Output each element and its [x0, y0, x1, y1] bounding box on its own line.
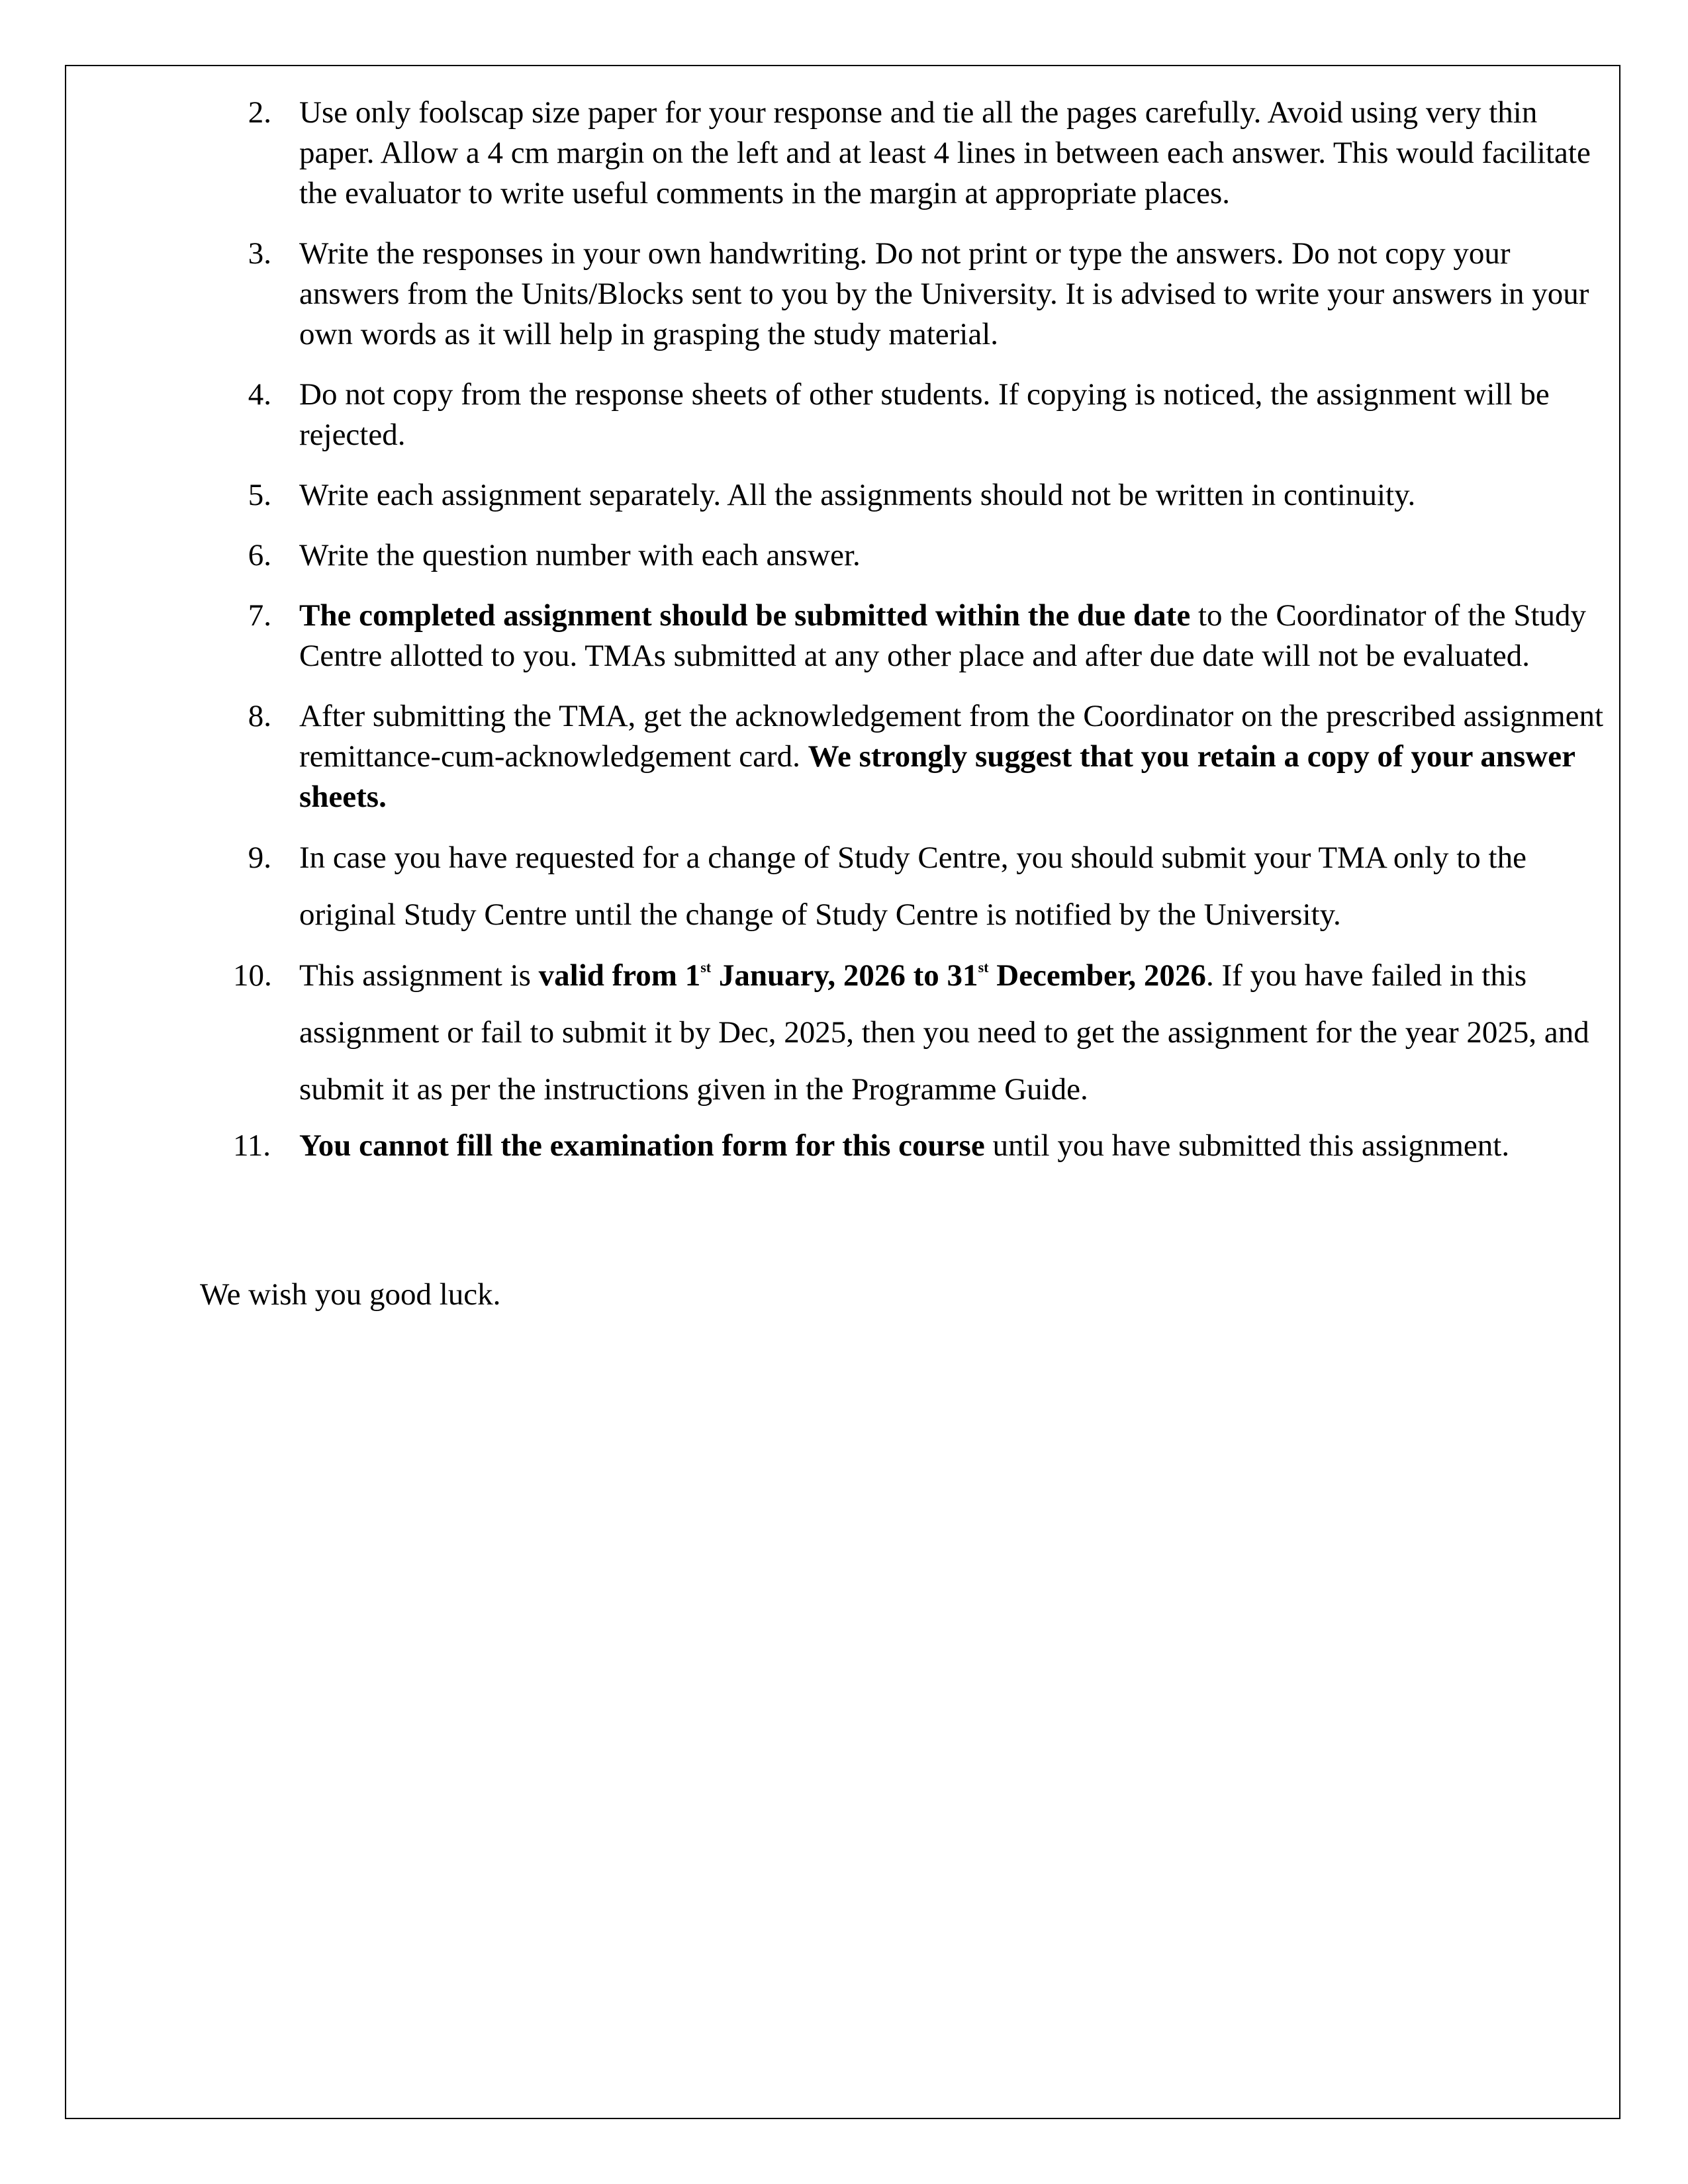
item-number: 10.	[233, 958, 272, 993]
ordinal-suffix: st	[978, 959, 989, 976]
item-text: In case you have requested for a change of Study Centre, you should submit your TMA only to the original Study Centre until the change of Study Centre is notified by the University.	[299, 841, 1526, 932]
list-item	[245, 375, 1609, 455]
item-number: 9.	[248, 841, 271, 875]
item-bold-text: valid from 1	[538, 958, 701, 993]
list-item	[245, 535, 1609, 576]
item-text: Write the responses in your own handwriting. Do not print or type the answers. Do not copy your answers from the Units/Blocks sent to you by the University. It is advised to write your answers in your own words as it will help in grasping the study material.	[299, 236, 1589, 351]
item-number: 7.	[248, 598, 271, 633]
item-bold-text: January, 2026 to 31	[711, 958, 978, 993]
list-item	[245, 234, 1609, 355]
list-item	[245, 596, 1609, 676]
closing-note: We wish you good luck.	[200, 1277, 501, 1312]
item-number: 6.	[248, 538, 271, 572]
item-bold-text: The completed assignment should be submitted within the due date	[299, 598, 1191, 633]
item-text: Write the question number with each answer.	[299, 538, 861, 572]
ordinal-suffix: st	[700, 959, 712, 976]
instruction-list	[233, 93, 1609, 1186]
item-text: until you have submitted this assignment.	[984, 1128, 1510, 1163]
item-number: 11.	[233, 1128, 271, 1163]
list-item	[245, 93, 1609, 214]
item-number: 3.	[248, 236, 271, 271]
item-text: to the Coordinator of the Study Centre allotted to you. TMAs submitted at any other place and after due date will not be evaluated.	[299, 598, 1587, 673]
item-bold-text: You cannot fill the examination form for this course	[299, 1128, 985, 1163]
item-number: 4.	[248, 377, 271, 412]
item-text: This assignment is	[299, 958, 539, 993]
item-number: 8.	[248, 699, 271, 733]
list-item	[245, 475, 1609, 516]
item-text: Do not copy from the response sheets of other students. If copying is noticed, the assignment will be rejected.	[299, 377, 1550, 452]
list-item	[233, 1126, 1609, 1166]
list-item	[245, 829, 1609, 943]
item-number: 5.	[248, 478, 271, 512]
item-text: Use only foolscap size paper for your response and tie all the pages carefully. Avoid using very thin paper. Allow a 4 cm margin on the left and at least 4 lines in between each answer. This would facilitate the evaluator to write useful comments in the margin at appropriate places.	[299, 95, 1591, 210]
item-text: . If you have failed in this assignment or fail to submit it by Dec, 2025, then you need to get the assignment for the year 2025, and submit it as per the instructions given in the Programme Guide.	[299, 958, 1589, 1107]
item-bold-text: We strongly suggest that you retain a copy of your answer sheets.	[299, 739, 1575, 814]
item-number: 2.	[248, 95, 271, 130]
item-text: After submitting the TMA, get the acknowledgement from the Coordinator on the prescribed assignment remittance-cum-acknowledgement card.	[299, 699, 1604, 774]
item-bold-text: December, 2026	[988, 958, 1206, 993]
list-item	[233, 947, 1609, 1118]
list-item	[245, 696, 1609, 817]
item-text: Write each assignment separately. All the assignments should not be written in continuity.	[299, 478, 1416, 512]
